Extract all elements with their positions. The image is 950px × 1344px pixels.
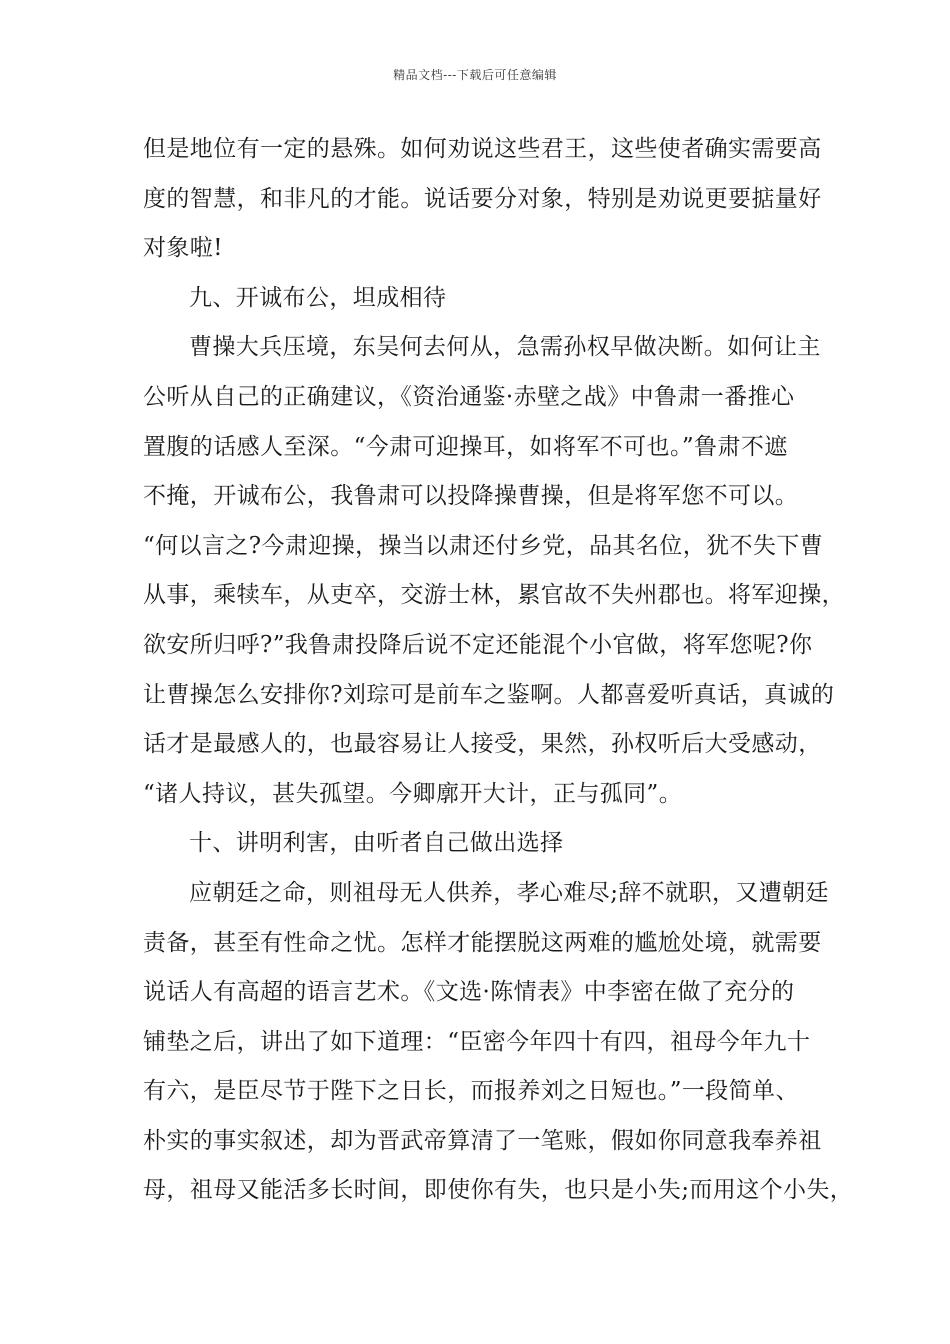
text-line: 置腹的话感人至深。“今肃可迎操耳，如将军不可也。”鲁肃不遮	[143, 433, 788, 460]
text-line: 让曹操怎么安排你?刘琮可是前车之鉴啊。人都喜爱听真话，真诚的	[143, 681, 835, 708]
text-line: 但是地位有一定的悬殊。如何劝说这些君王，这些使者确实需要高	[143, 136, 822, 162]
text-line: 度的智慧，和非凡的才能。说话要分对象，特别是劝说更要掂量好	[143, 185, 822, 212]
text-line: 话才是最感人的，也最容易让人接受，果然，孙权听后大受感动，	[143, 731, 822, 758]
text-line: “诸人持议，甚失孤望。今卿廓开大计，正与孤同”。	[143, 780, 683, 807]
page-header: 精品文档---下载后可任意编辑	[393, 68, 557, 82]
text-line: 欲安所归呼?”我鲁肃投降后说不定还能混个小官做，将军您呢?你	[143, 631, 813, 658]
text-line: 从事，乘犊车，从吏卒，交游士林，累官故不失州郡也。将军迎操，	[143, 582, 845, 609]
text-line: 母，祖母又能活多长时间，即使你有失，也只是小失;而用这个小失，	[143, 1177, 854, 1204]
text-line: 有六，是臣尽节于陛下之日长，而报养刘之日短也。”一段简单、	[143, 1078, 799, 1105]
text-line: 对象啦!	[143, 235, 223, 262]
text-line: 公听从自己的正确建议，《资治通鉴·赤壁之战》中鲁肃一番推心	[143, 383, 795, 410]
text-line: 铺垫之后，讲出了如下道理：“臣密今年四十有四，祖母今年九十	[143, 1028, 811, 1055]
text-line: 说话人有高超的语言艺术。《文选·陈情表》中李密在做了充分的	[143, 979, 795, 1006]
section-heading-9: 九、开诚布公，坦成相待	[189, 284, 447, 311]
text-line: 曹操大兵压境，东吴何去何从，急需孙权早做决断。如何让主	[189, 334, 821, 361]
section-heading-10: 十、讲明利害，由听者自己做出选择	[189, 830, 564, 857]
text-line: “何以言之?今肃迎操，操当以肃还付乡党，品其名位，犹不失下曹	[143, 532, 824, 559]
text-line: 朴实的事实叙述，却为晋武帝算清了一笔账，假如你同意我奉养祖	[143, 1127, 822, 1154]
text-line: 责备，甚至有性命之忧。怎样才能摆脱这两难的尴尬处境，就需要	[143, 929, 822, 956]
text-line: 应朝廷之命，则祖母无人供养，孝心难尽;辞不就职，又遭朝廷	[189, 879, 829, 906]
document-body	[143, 125, 854, 1216]
text-line: 不掩，开诚布公，我鲁肃可以投降操曹操，但是将军您不可以。	[143, 483, 799, 510]
